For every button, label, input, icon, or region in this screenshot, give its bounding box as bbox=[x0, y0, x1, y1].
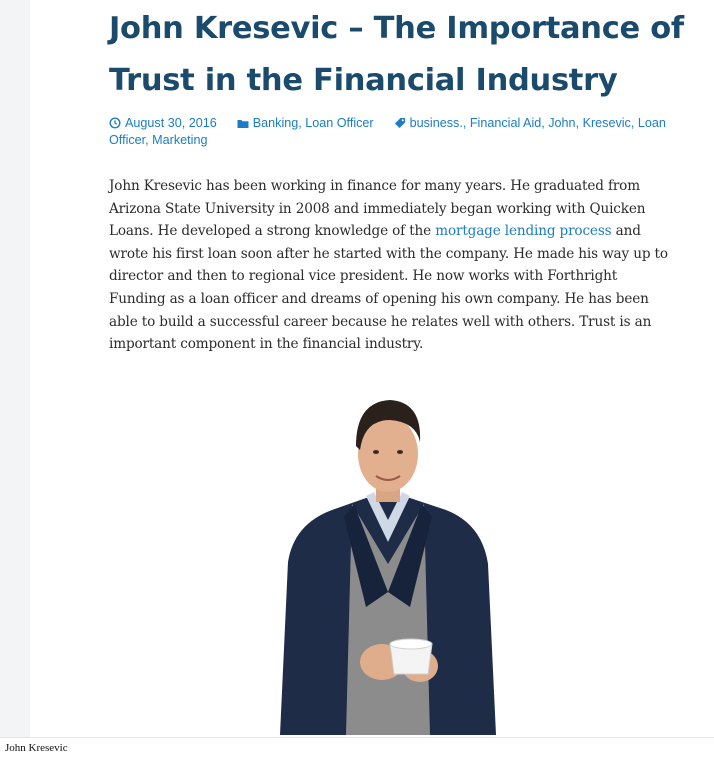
article bbox=[109, 0, 684, 356]
tag-link-financial-aid[interactable]: Financial Aid bbox=[469, 116, 542, 130]
article-title: John Kresevic – The Importance of Trust in the Financial Industry bbox=[109, 11, 684, 98]
mortgage-lending-link[interactable]: mortgage lending process bbox=[435, 223, 612, 240]
paragraph-text-end: and wrote his first loan soon after he started with the company. He made his way up to director and then to regional vice president. He now works with Forthright Funding as a loan officer and dreams of opening his own company. He has been able to build a successful career because he relates well with others. Trust is an important component in the financial industry. bbox=[109, 223, 668, 353]
site-name-label: John Kresevic bbox=[5, 742, 68, 754]
clock-icon bbox=[109, 117, 121, 133]
tag-link-loan-officer[interactable]: Loan Officer bbox=[109, 116, 666, 147]
folder-icon bbox=[237, 118, 249, 133]
tag-link-kresevic[interactable]: Kresevic bbox=[582, 116, 631, 130]
post-meta: August 30, 2016 Banking, Loan Officer business., Financial Aid, John, Kresevic, Loan Officer, Marketing bbox=[109, 116, 666, 147]
tag-link-john[interactable]: John bbox=[548, 116, 576, 130]
bottom-caption-bar bbox=[0, 737, 714, 758]
tag-icon bbox=[394, 117, 406, 133]
left-sidebar-strip bbox=[0, 0, 30, 757]
post-date-link[interactable]: August 30, 2016 bbox=[125, 116, 217, 130]
tag-link-marketing[interactable]: Marketing bbox=[152, 133, 208, 147]
tag-link-business[interactable]: business. bbox=[409, 116, 463, 130]
category-link-loan-officer[interactable]: Loan Officer bbox=[305, 116, 374, 130]
paragraph-text-start: John Kresevic has been working in finance for many years. He graduated from Arizona State University in 2008 and immediately began working with Quicken Loans. He developed a strong knowledge of the bbox=[109, 178, 646, 240]
article-paragraph bbox=[109, 175, 674, 356]
category-link-banking[interactable]: Banking bbox=[252, 116, 299, 130]
article-photo bbox=[270, 392, 506, 735]
